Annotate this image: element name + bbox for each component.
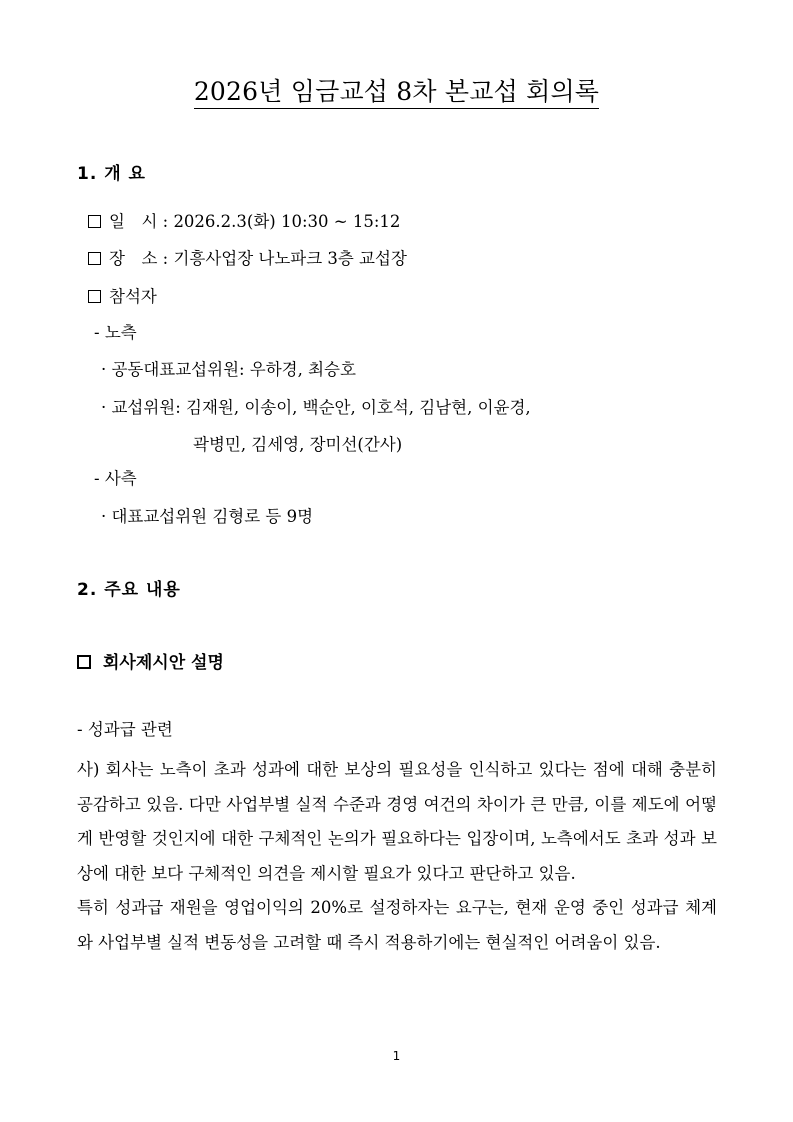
paragraph: 사) 회사는 노측이 초과 성과에 대한 보상의 필요성을 인식하고 있다는 점에 대해 충분히 공감하고 있음. 다만 사업부별 실적 수준과 경영 여건의 차이가 큰 만큼, 이를 제도에 어떻게 반영할 것인지에 대한 구체적인 논의가 필요하다는 입장이며, 노측에서도 초과 성과 보상에 대한 보다 구체적인 의견을 제시할 필요가 있다고 판단하고 있음. xyxy=(77,760,717,883)
company-label: - 사측 xyxy=(94,469,137,488)
date-row xyxy=(88,210,400,234)
paragraph: 특히 성과급 재원을 영업이익의 20%로 설정하자는 요구는, 현재 운영 중인 성과급 체계와 사업부별 실적 변동성을 고려할 때 즉시 적용하기에는 현실적인 어려움이 있음. xyxy=(77,898,717,952)
checkbox-icon xyxy=(88,215,101,228)
union-members-line-2: 곽병민, 김세영, 장미선(간사) xyxy=(193,435,403,454)
company-proposal-heading xyxy=(77,651,224,675)
checkbox-icon xyxy=(77,655,91,669)
place-label: 장 소 : xyxy=(109,249,174,268)
union-representatives: · 공동대표교섭위원: 우하경, 최승호 xyxy=(101,360,356,379)
body-text xyxy=(77,753,717,961)
document-title xyxy=(0,74,793,110)
attendees-row xyxy=(88,285,157,309)
company-proposal-heading-text: 회사제시안 설명 xyxy=(103,653,224,673)
date-label: 일 시 : xyxy=(109,212,174,231)
attendees-label: 참석자 xyxy=(109,287,157,306)
topic-label: - 성과급 관련 xyxy=(77,720,173,739)
checkbox-icon xyxy=(88,252,101,265)
section-2-heading: 2. 주요 내용 xyxy=(77,580,181,600)
place-row xyxy=(88,247,407,271)
company-representatives: · 대표교섭위원 김형로 등 9명 xyxy=(101,507,314,526)
section-1-heading: 1. 개 요 xyxy=(77,164,146,184)
page-number: 1 xyxy=(392,1049,401,1063)
union-members-line-1: · 교섭위원: 김재원, 이송이, 백순안, 이호석, 김남현, 이윤경, xyxy=(101,398,531,417)
checkbox-icon xyxy=(88,290,101,303)
place-value: 기흥사업장 나노파크 3층 교섭장 xyxy=(173,249,407,268)
date-value: 2026.2.3(화) 10:30 ~ 15:12 xyxy=(173,212,401,231)
title-text: 2026년 임금교섭 8차 본교섭 회의록 xyxy=(194,76,599,109)
union-label: - 노측 xyxy=(94,323,137,342)
